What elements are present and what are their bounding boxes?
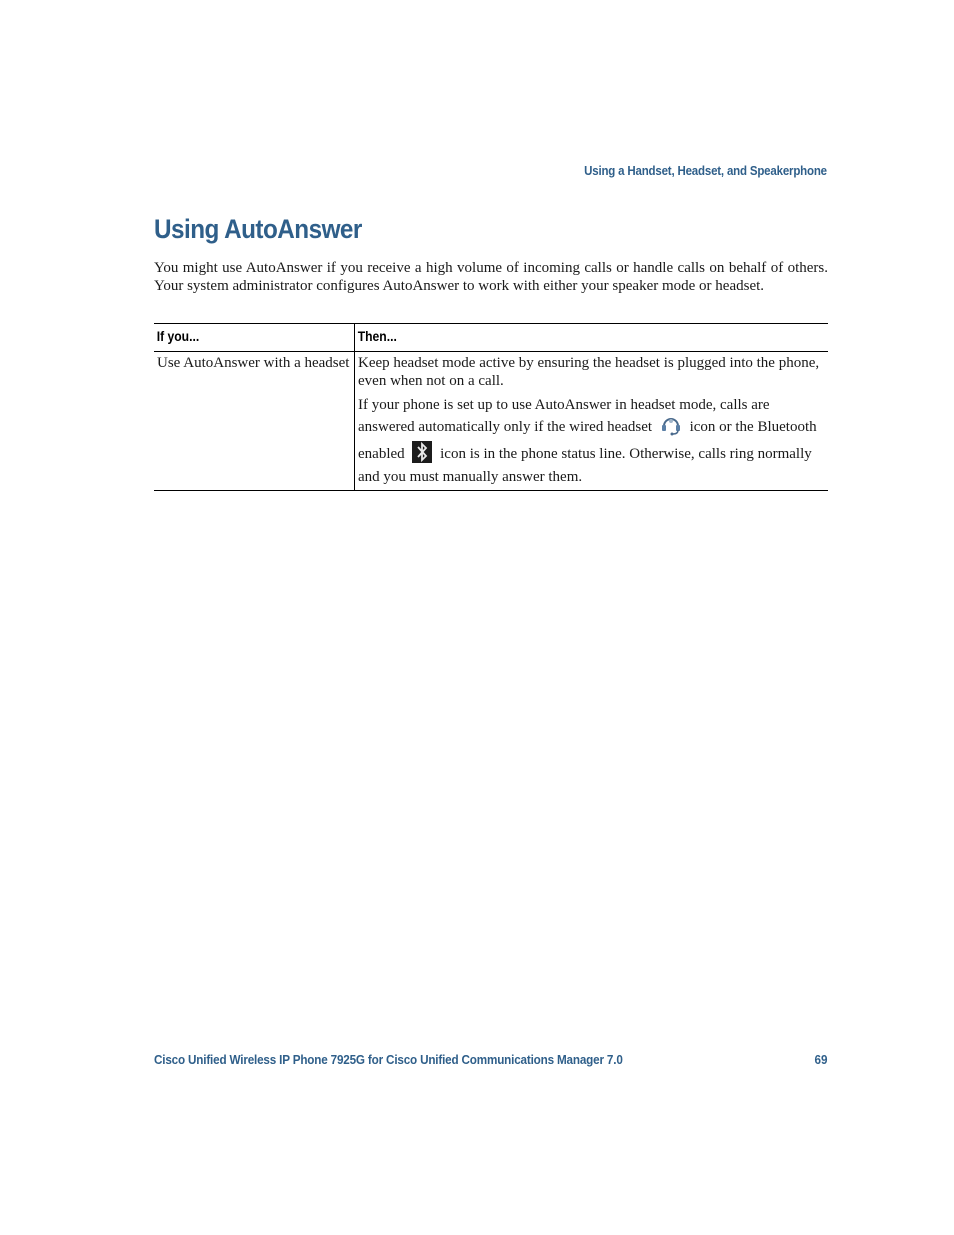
then-text-a: If your phone is set up to use AutoAnswer in headset mode, calls are answered automatically only if the wired headset <box>358 397 770 435</box>
then-text-b: icon or the Bluetooth enabled <box>358 418 817 462</box>
intro-paragraph: You might use AutoAnswer if you receive a high volume of incoming calls or handle calls on behalf of others. Your system administrator configures AutoAnswer to work with either your speaker mode or headset. <box>154 260 828 294</box>
then-paragraph-1: Keep headset mode active by ensuring the headset is plugged into the phone, even when not on a call. <box>358 355 820 389</box>
footer-doc-title: Cisco Unified Wireless IP Phone 7925G for Cisco Unified Communications Manager 7.0 <box>154 1052 623 1067</box>
header-if-you: If you... <box>154 324 355 352</box>
instruction-table <box>154 323 828 491</box>
section-title: Using AutoAnswer <box>154 214 362 244</box>
cell-then <box>355 352 829 491</box>
headset-icon <box>660 414 682 441</box>
cell-if-you <box>154 352 355 491</box>
cell-if-text: Use AutoAnswer with a headset <box>157 355 350 371</box>
bluetooth-icon <box>412 441 432 468</box>
table-header-row <box>154 324 828 352</box>
footer-page-number: 69 <box>813 1052 827 1067</box>
then-text-c: icon is in the phone status line. Otherwise, calls ring normally and you must manually answer them. <box>358 445 812 485</box>
then-paragraph-2 <box>358 396 825 486</box>
running-header: Using a Handset, Headset, and Speakerphone <box>584 164 827 178</box>
header-then: Then... <box>357 329 397 344</box>
table-row <box>154 352 828 491</box>
